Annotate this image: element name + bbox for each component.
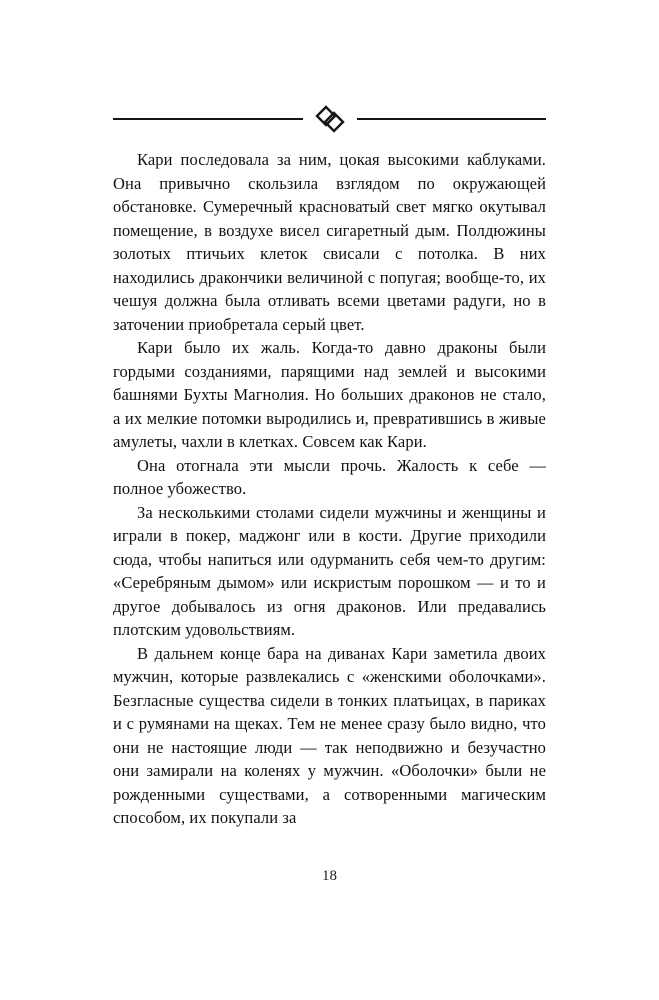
divider-line-right xyxy=(357,118,547,120)
paragraph-4: За несколькими столами сидели мужчины и женщины и играли в покер, маджонг или в кости. Другие приходили сюда, чтобы напиться или одурманить себя чем-то другим: «Серебряным дымом» или искристым порошком — и то и другое добывалось из огня драконов. Или предавались плотским удовольствиям. xyxy=(113,502,546,639)
paragraph-2: Кари было их жаль. Когда-то давно драконы были гордыми созданиями, парящими над землей и высокими башнями Бухты Магнолия. Но больших драконов не стало, а их мелкие потомки выродились и, превратившись в живые амулеты, чахли в клетках. Совсем как Кари. xyxy=(113,338,546,451)
page-text xyxy=(113,148,546,830)
chapter-divider xyxy=(113,104,546,134)
paragraph-1: Кари последовала за ним, цокая высокими каблуками. Она привычно скользила взглядом по окружающей обстановке. Сумеречный красноватый свет мягко окутывал помещение, в воздухе висел сигаретный дым. Полдюжины золотых птичьих клеток свисали с потолка. В них находились дракончики величиной с попугая; вообще-то, их чешуя должна была отливать всеми цветами радуги, но в заточении приобретала серый цвет. xyxy=(113,150,546,334)
page-number: 18 xyxy=(322,868,337,884)
paragraph-3: Она отогнала эти мысли прочь. Жалость к себе — полное убожество. xyxy=(113,455,546,498)
page-content xyxy=(113,104,546,830)
divider-line-left xyxy=(113,118,303,120)
paragraph-5: В дальнем конце бара на диванах Кари заметила двоих мужчин, которые развлекались с «женскими оболочками». Безгласные существа сидели в тонких платьицах, в париках и с румянами на щеках. Тем не менее сразу было видно, что они не настоящие люди — так неподвижно и безучастно они замирали на коленях у мужчин. «Оболочки» были не рожденными существами, а сотворенными магическим способом, их покупали за xyxy=(113,643,546,827)
diamond-knot-icon xyxy=(310,104,350,134)
